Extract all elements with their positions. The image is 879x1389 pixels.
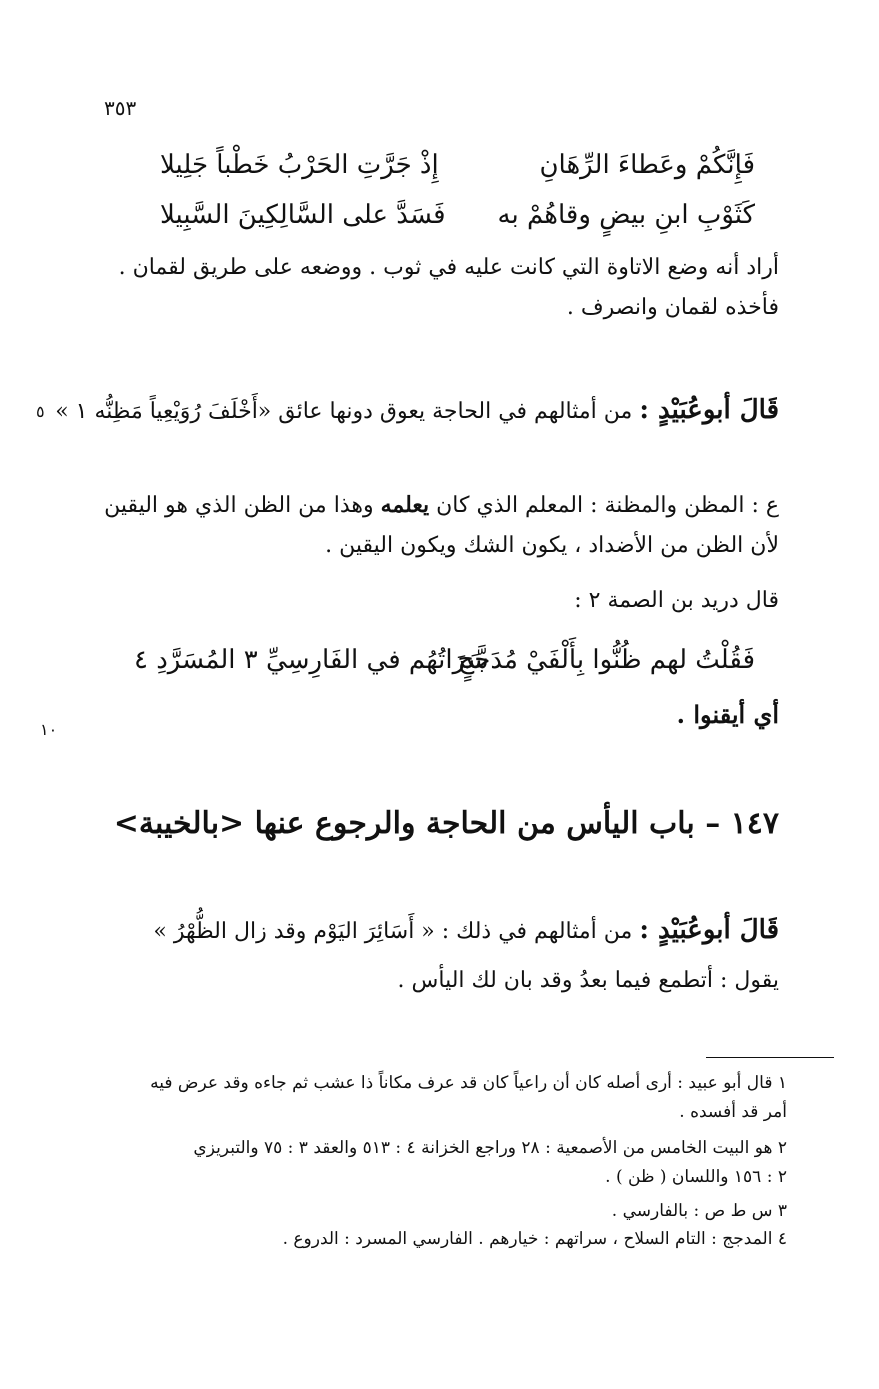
- footnote-line: ٣ س ط ص : بالفارسي .: [611, 1201, 787, 1221]
- footnote-divider: [706, 1057, 834, 1058]
- poet-intro: قال دريد بن الصمة ٢ :: [574, 588, 779, 613]
- verse1-second-half: إِذْ جَرَّتِ الحَرْبُ خَطْباً جَلِيلا: [160, 150, 439, 180]
- verse2-first-half: كَثَوْبِ ابنِ بيضٍ وقاهُمْ به: [497, 200, 755, 230]
- chapter-heading: ١٤٧ – باب اليأس من الحاجة والرجوع عنها <بالخيبة>: [113, 806, 779, 841]
- saying-line: [153, 915, 779, 945]
- margin-line-number: ١٠: [40, 720, 58, 739]
- verse2-second-half: فَسَدَّ على السَّالِكِينَ السَّبِيلا: [160, 200, 446, 230]
- speaker-label: قَالَ أبوعُبَيْدٍ :: [639, 395, 779, 425]
- verse3-first-half: فَقُلْتُ لهم ظُنُّوا بِأَلْفَيْ مُدَجَّجٍ: [457, 645, 755, 675]
- page-number: ٣٥٣: [104, 96, 137, 120]
- margin-line-number: ٥: [36, 402, 45, 421]
- paragraph-line: أراد أنه وضع الاتاوة التي كانت عليه في ثوب . ووضعه على طريق لقمان .: [118, 255, 779, 280]
- verse1-first-half: فَإِنَّكُمْ وعَطاءَ الرِّهَانِ: [539, 150, 755, 180]
- paragraph-bold-word: يعلمه: [380, 492, 430, 518]
- footnote-line: ٢ : ١٥٦ واللسان ( ظن ) .: [605, 1167, 787, 1187]
- saying-line: [55, 395, 779, 425]
- paragraph-line: [104, 492, 779, 518]
- paragraph-text: ع : المظن والمظنة : المعلم الذي كان: [436, 493, 779, 518]
- footnote-line: ٢ هو البيت الخامس من الأصمعية : ٢٨ وراجع الخزانة ٤ : ٥١٣ والعقد ٣ : ٧٥ والتبريزي: [193, 1138, 787, 1158]
- paragraph-line: يقول : أتطمع فيما بعدُ وقد بان لك اليأس .: [397, 968, 779, 993]
- footnote-line: أمر قد أفسده .: [679, 1102, 787, 1122]
- saying-text: من أمثالهم في الحاجة يعوق دونها عائق «أَخْلَفَ رُوَيْعِياً مَظِنُّه ١ »: [55, 399, 633, 424]
- verse3-second-half: سَرَاتُهُم في الفَارِسِيِّ ٣ المُسَرَّدِ ٤: [134, 645, 489, 675]
- footnote-line: ١ قال أبو عبيد : أرى أصله كان أن راعياً كان قد عرف مكاناً ذا عشب ثم جاءه وقد عرض فيه: [150, 1073, 787, 1093]
- paragraph-text: وهذا من الظن الذي هو اليقين: [104, 493, 374, 518]
- paragraph-line: فأخذه لقمان وانصرف .: [566, 295, 779, 320]
- saying-text: من أمثالهم في ذلك : « أَسَائِرَ اليَوْم وقد زال الظُّهْرُ »: [153, 919, 633, 944]
- speaker-label: قَالَ أبوعُبَيْدٍ :: [639, 915, 779, 945]
- gloss-line: أي أيقنوا .: [676, 700, 779, 729]
- footnote-line: ٤ المدجج : التام السلاح ، سراتهم : خيارهم . الفارسي المسرد : الدروع .: [282, 1229, 787, 1249]
- paragraph-line: لأن الظن من الأضداد ، يكون الشك ويكون اليقين .: [325, 533, 779, 558]
